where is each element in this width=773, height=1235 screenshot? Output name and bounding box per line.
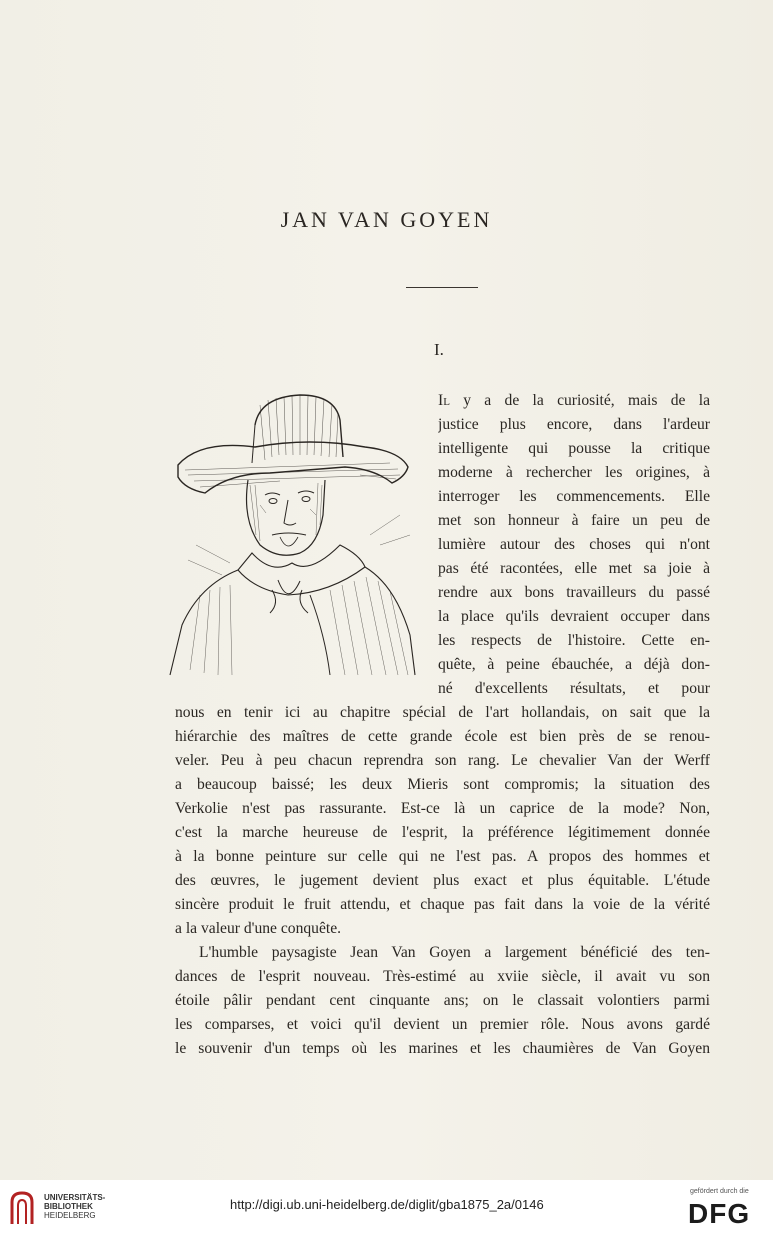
body-line: a beaucoup baissé; les deux Mieris sont compromis; la situation des xyxy=(175,777,710,793)
body-line: étoile pâlir pendant cent cinquante ans; on le classait volontiers parmi xyxy=(175,993,710,1009)
body-line: lumière autour des choses qui n'ont xyxy=(438,537,710,553)
portrait-engraving xyxy=(160,385,425,680)
body-line: hiérarchie des maîtres de cette grande école est bien près de se renou- xyxy=(175,729,710,745)
body-line: Verkolie n'est pas rassurante. Est-ce là un caprice de la mode? Non, xyxy=(175,801,710,817)
body-line: veler. Peu à peu chacun reprendra son rang. Le chevalier Van der Werff xyxy=(175,753,710,769)
body-line: des œuvres, le jugement devient plus exact et plus équitable. L'étude xyxy=(175,873,710,889)
body-line: les respects de l'histoire. Cette en- xyxy=(438,633,710,649)
body-line: justice plus encore, dans l'ardeur xyxy=(438,417,710,433)
funded-by-label: gefördert durch die xyxy=(690,1188,749,1195)
permalink-url[interactable]: http://digi.ub.uni-heidelberg.de/diglit/gba1875_2a/0146 xyxy=(230,1197,544,1212)
body-line: sincère produit le fruit attendu, et chaque pas fait dans la voie de la vérité xyxy=(175,897,710,913)
article-title: JAN VAN GOYEN xyxy=(280,207,493,232)
body-line: pas été racontées, elle met sa joie à xyxy=(438,561,710,577)
body-line: quête, à peine ébauchée, a déjà don- xyxy=(438,657,710,673)
drop-cap-word: Il xyxy=(438,393,450,409)
body-line: à la bonne peinture sur celle qui ne l'est pas. A propos des hommes et xyxy=(175,849,710,865)
body-line: rendre aux bons travailleurs du passé xyxy=(438,585,710,601)
body-line: intelligente qui pousse la critique xyxy=(438,441,710,457)
library-name: UNIVERSITÄTS- BIBLIOTHEK HEIDELBERG xyxy=(44,1193,106,1220)
body-line: né d'excellents résultats, et pour xyxy=(438,681,710,697)
dfg-logo: DFG xyxy=(688,1198,751,1229)
section-number: I. xyxy=(434,340,444,359)
body-line: nous en tenir ici au chapitre spécial de l'art hollandais, on sait que la xyxy=(175,705,710,721)
body-line: moderne à rechercher les origines, à xyxy=(438,465,710,481)
body-line: met son honneur à faire un peu de xyxy=(438,513,710,529)
body-line: L'humble paysagiste Jean Van Goyen a largement bénéficié des ten- xyxy=(199,945,710,961)
body-line: dances de l'esprit nouveau. Très-estimé au xviie siècle, il avait vu son xyxy=(175,969,710,985)
body-line: les comparses, et voici qu'il devient un premier rôle. Nous avons gardé xyxy=(175,1017,710,1033)
body-line: c'est la marche heureuse de l'esprit, la préférence légitimement donnée xyxy=(175,825,710,841)
body-line: Il y a de la curiosité, mais de la xyxy=(438,393,710,409)
footer-bar xyxy=(0,1180,773,1235)
title-rule xyxy=(406,287,478,288)
body-line: interroger les commencements. Elle xyxy=(438,489,710,505)
library-logo-icon xyxy=(8,1190,36,1226)
body-line: le souvenir d'un temps où les marines et les chaumières de Van Goyen xyxy=(175,1041,710,1057)
body-line: la place qu'ils devraient occuper dans xyxy=(438,609,710,625)
body-line: a la valeur d'une conquête. xyxy=(175,921,342,937)
